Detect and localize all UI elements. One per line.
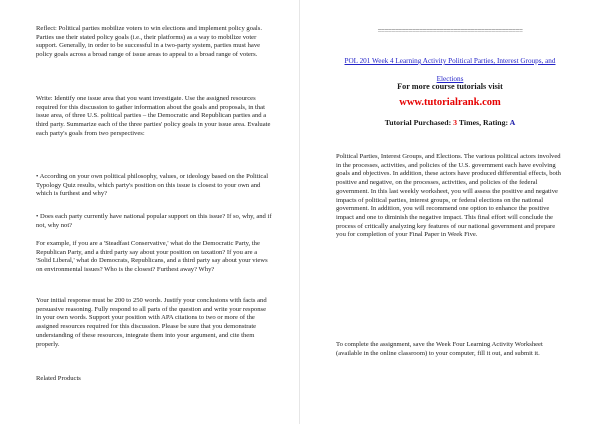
bullet-philosophy: • According on your own political philosophy, values, or ideology based on the Political Typology Quiz results, which party's position on this issue is closest to your own and which is furthest and why?: [36, 173, 269, 198]
site-link[interactable]: www.tutorialrank.com: [399, 97, 501, 108]
instructions-paragraph: To complete the assignment, save the Week Four Learning Activity Worksheet (available in the online classroom) to your computer, fill it out, and submit it.: [336, 341, 543, 357]
purchased-label: Tutorial Purchased:: [384, 118, 452, 127]
course-title-link[interactable]: [336, 50, 564, 86]
page-divider: [299, 0, 300, 424]
course-title-text[interactable]: POL 201 Week 4 Learning Activity Political Parties, Interest Groups, and Elections: [344, 57, 556, 83]
purchase-info: [336, 118, 564, 127]
visit-text: For more course tutorials visit: [397, 82, 503, 91]
bullet-support: • Does each party currently have national popular support on this issue? If so, why, and if not, why not?: [36, 213, 272, 229]
write-paragraph: Write: Identify one issue area that you want investigate. Use the assigned resources required for this discussion to gather information about the goals and proposals, in that issue area, of three U.S. political parties – the Democratic and Republican parties and a third party. Summarize each of the three parties' policy goals in your issue area. Evaluate each party's goals from two perspectives:: [36, 95, 271, 137]
purchased-mid: Times, Rating:: [458, 118, 509, 127]
reflect-paragraph: Reflect: Political parties mobilize voters to win elections and implement policy goals. Parties use their stated policy goals (i.e., their platforms) as a way to mobilize voter support. Generally, in order to be successful in a two-party system, parties must have policy goals across a broad range of issue areas to appeal to a broad range of voters.: [36, 25, 262, 59]
rating-value: A: [509, 118, 516, 127]
requirements-paragraph: Your initial response must be 200 to 250 words. Justify your conclusions with facts and persuasive reasoning. Fully respond to all parts of the question and write your response in your own words. Support your position with APA citations to two or more of the assigned resources required for this discussion. Please be sure that you demonstrate understanding of these resources, integrate them into your argument, and cite them properly.: [36, 297, 267, 348]
purchased-count: 3: [453, 118, 458, 127]
related-products-label: Related Products: [36, 375, 81, 382]
example-paragraph: For example, if you are a 'Steadfast Conservative,' what do the Democratic Party, the Republican Party, and a third party say about your position on taxation? If you are a 'Solid Liberal,' what do Democrats, Republicans, and a third party say about your views on environmental issues? Who is the closest? Furthest away? Why?: [36, 240, 268, 274]
separator-line: ==========================================: [377, 27, 523, 35]
description-paragraph: Political Parties, Interest Groups, and Elections. The various political actors involved in the processes, activities, and policies of the U.S. government each have evolving goals and objectives. In addition, these actors have produced differential effects, both positive and negative, on the processes, activities, and policies of the federal government. In this last weekly worksheet, you will assess the positive and negative impacts of political parties, interest groups, or federal elections on the national government. In addition, you will recommend one option to enhance the positive impact and one to diminish the negative impact. This final effort will conclude the process of critically analyzing key features of our national government and prepare you for completion of your Final Paper in Week Five.: [336, 153, 561, 239]
